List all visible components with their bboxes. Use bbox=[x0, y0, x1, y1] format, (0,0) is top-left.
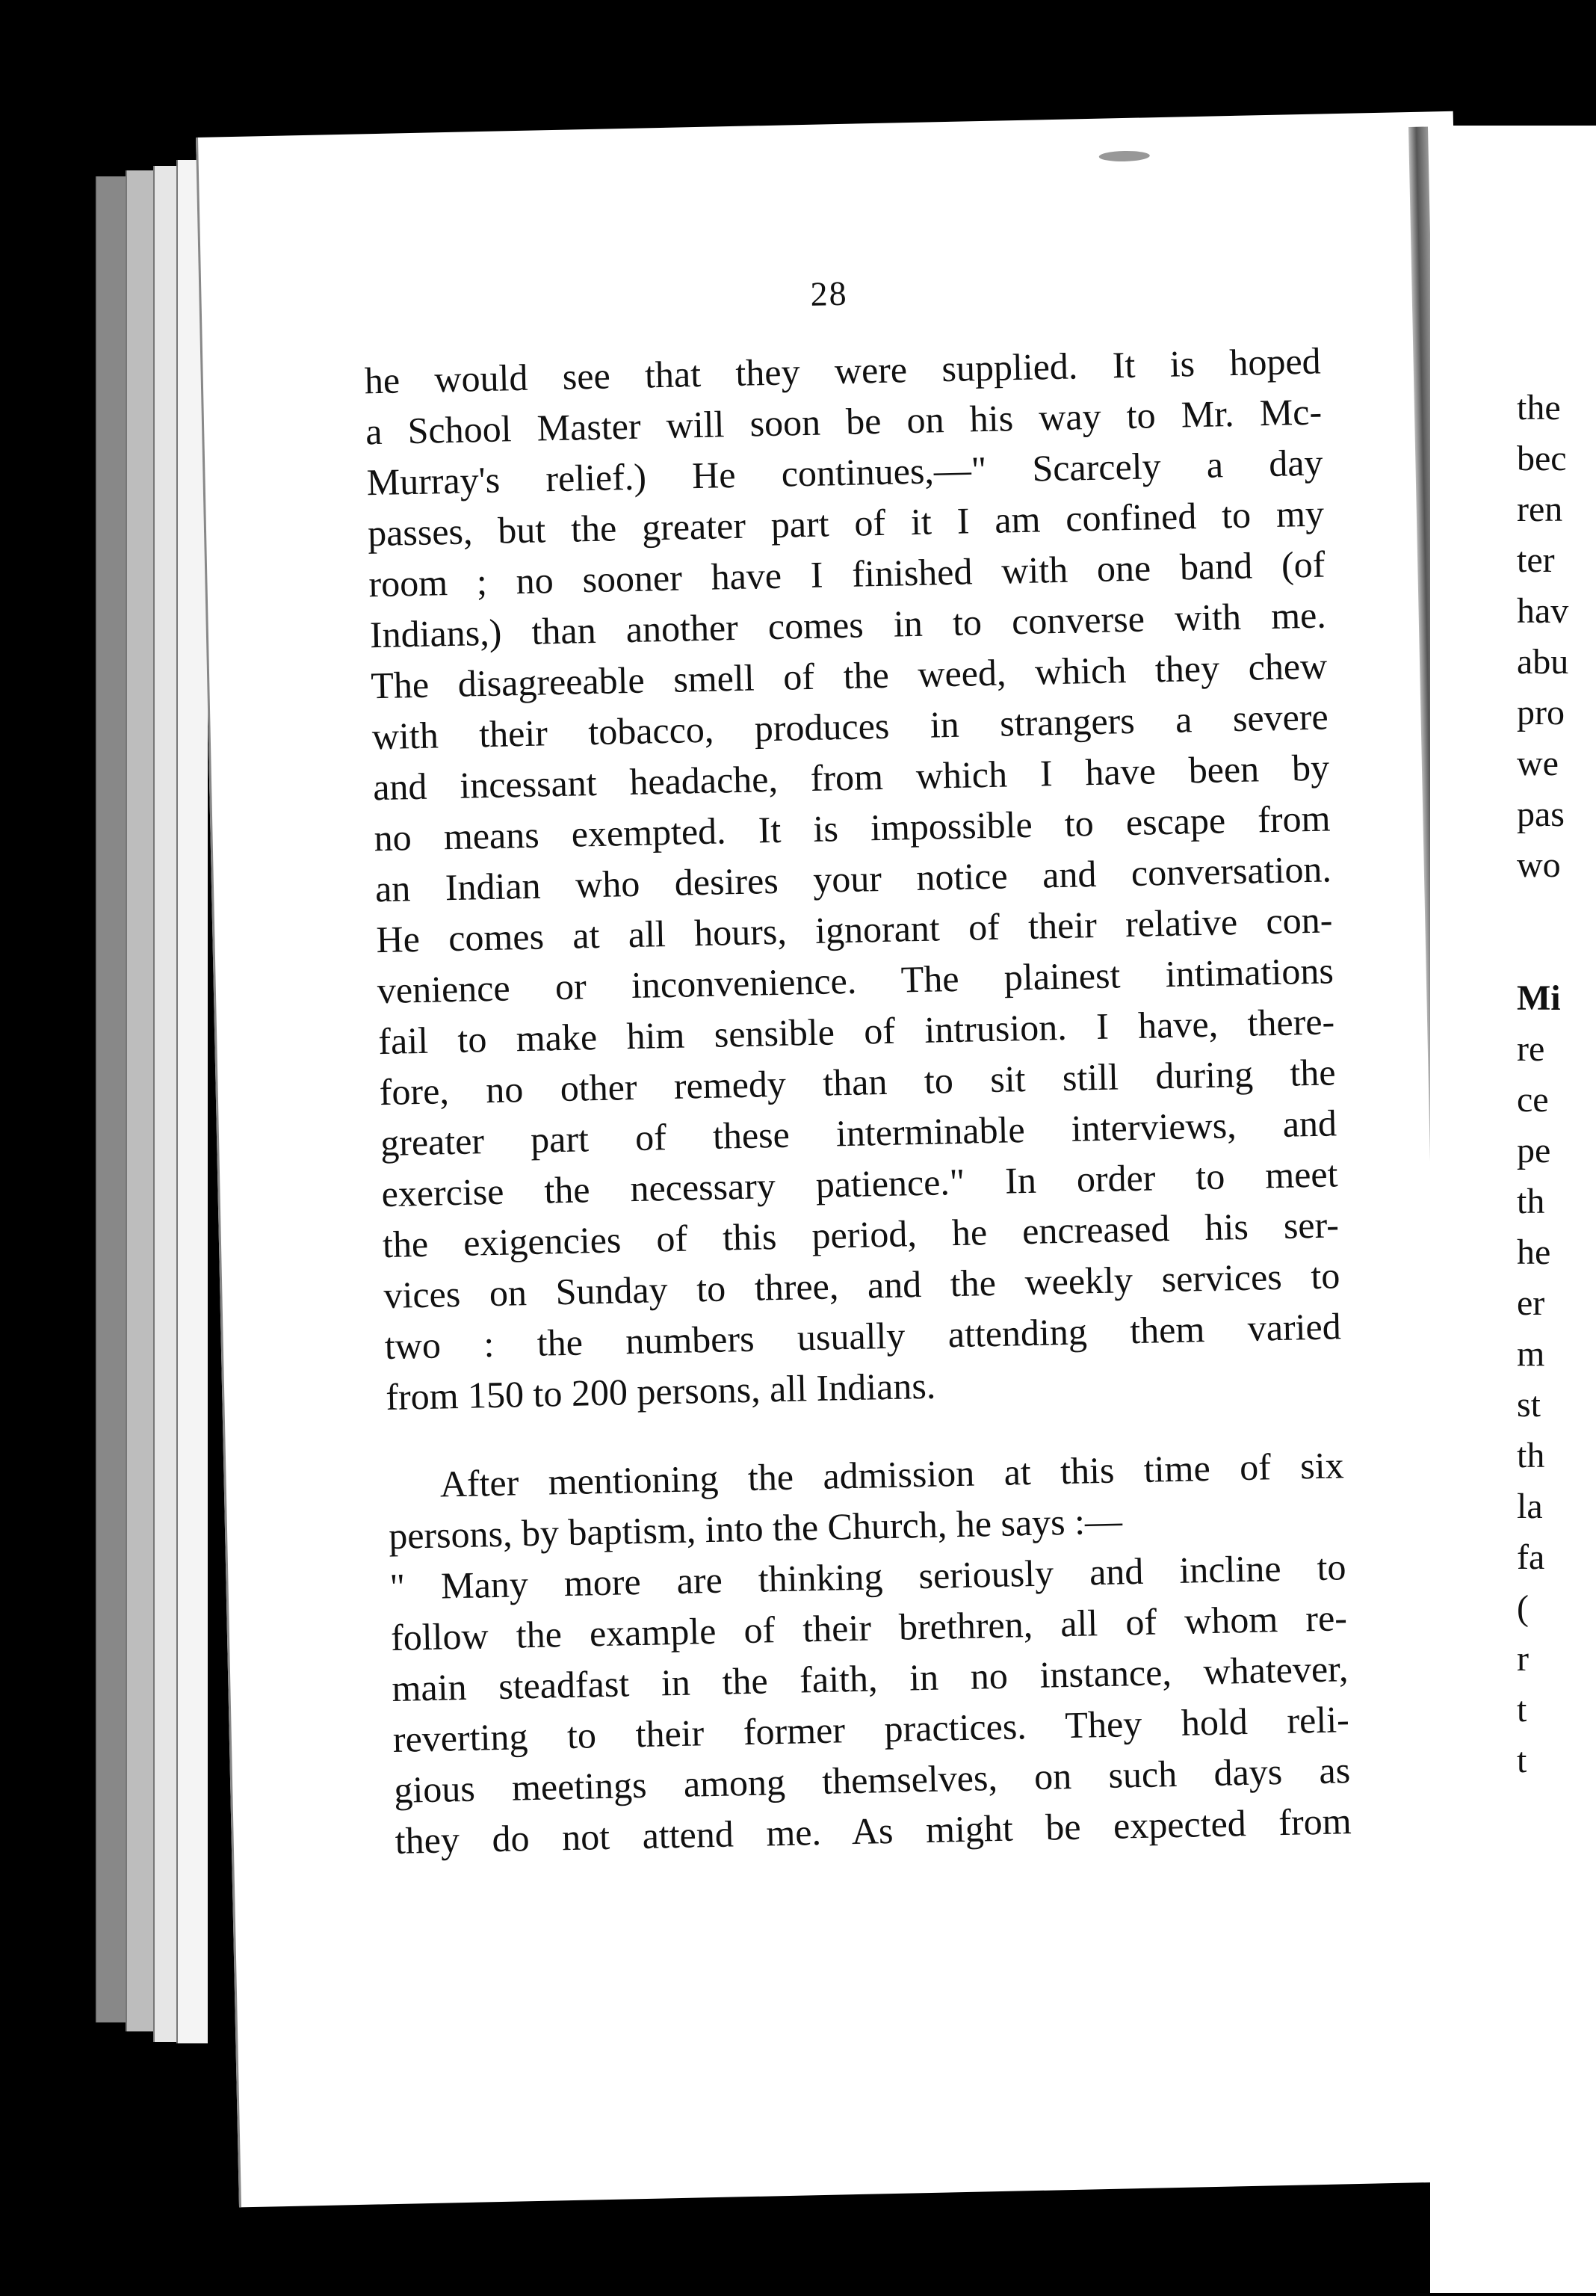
text-line: He comes at all hours, ignorant of their relative con- bbox=[375, 898, 1333, 961]
paragraph-gap bbox=[1517, 891, 1596, 973]
text-line: reverting to their former practices. They hold reli- bbox=[392, 1698, 1350, 1760]
text-fragment: abu bbox=[1517, 642, 1569, 682]
text-fragment: the bbox=[1517, 388, 1561, 428]
ink-smudge bbox=[1099, 150, 1150, 161]
body-text bbox=[364, 336, 1352, 1866]
text-fragment: hav bbox=[1517, 591, 1569, 631]
text-line: he would see that they were supplied. It is hoped bbox=[364, 339, 1322, 402]
right-page bbox=[1430, 126, 1596, 2293]
text-fragment: m bbox=[1517, 1334, 1545, 1374]
text-fragment: wo bbox=[1517, 845, 1561, 885]
text-line: a School Master will soon be on his way to Mr. Mc- bbox=[365, 390, 1323, 453]
text-line: " Many more are thinking seriously and incline to bbox=[389, 1546, 1346, 1608]
text-line: with their tobacco, produces in strangers a severe bbox=[371, 695, 1329, 758]
text-fragment: th bbox=[1517, 1436, 1545, 1475]
text-line: two : the numbers usually attending them varied bbox=[384, 1305, 1342, 1368]
text-line: and incessant headache, from which I have been by bbox=[372, 746, 1330, 809]
text-line: an Indian who desires your notice and conversation. bbox=[374, 848, 1332, 910]
text-line: greater part of these interminable interviews, and bbox=[380, 1102, 1337, 1164]
text-line: passes, but the greater part of it I am confined to my bbox=[367, 492, 1325, 555]
text-line: exercise the necessary patience." In order to meet bbox=[381, 1152, 1338, 1215]
text-fragment: st bbox=[1517, 1385, 1541, 1425]
text-fragment: pro bbox=[1517, 693, 1565, 732]
text-fragment: la bbox=[1517, 1487, 1543, 1526]
text-fragment: ce bbox=[1517, 1080, 1549, 1120]
text-line: they do not attend me. As might be expected from bbox=[395, 1800, 1352, 1862]
text-fragment: ( bbox=[1517, 1588, 1529, 1628]
paragraph bbox=[364, 336, 1343, 1422]
text-line: Murray's relief.) He continues,—" Scarcely a day bbox=[366, 441, 1324, 504]
paragraph-continued bbox=[389, 1490, 1352, 1866]
text-fragment: r bbox=[1517, 1639, 1529, 1679]
text-fragment: Mi bbox=[1517, 978, 1561, 1018]
text-line: persons, by baptism, into the Church, he says :— bbox=[388, 1499, 1123, 1557]
page-number: 28 bbox=[810, 274, 849, 313]
text-line: venience or inconvenience. The plainest intimations bbox=[377, 949, 1334, 1012]
text-fragment: t bbox=[1517, 1741, 1527, 1780]
text-fragment: he bbox=[1517, 1232, 1551, 1272]
text-fragment: pas bbox=[1517, 794, 1565, 834]
text-line: fore, no other remedy than to sit still during the bbox=[379, 1051, 1337, 1114]
text-line: The disagreeable smell of the weed, which they chew bbox=[370, 644, 1328, 707]
text-line: from 150 to 200 persons, all Indians. bbox=[385, 1364, 936, 1419]
text-fragment: bec bbox=[1517, 439, 1567, 478]
text-line: After mentioning the admission at this time of six bbox=[439, 1444, 1345, 1505]
text-line: the exigencies of this period, he encreased his ser- bbox=[382, 1203, 1340, 1266]
text-line: main steadfast in the faith, in no instance, whatever, bbox=[391, 1647, 1349, 1709]
text-line: no means exempted. It is impossible to escape from bbox=[374, 797, 1331, 860]
text-fragment: th bbox=[1517, 1182, 1545, 1221]
text-fragment: ter bbox=[1517, 540, 1555, 580]
left-page bbox=[196, 111, 1497, 2208]
text-fragment: t bbox=[1517, 1690, 1527, 1729]
text-fragment: fa bbox=[1517, 1537, 1545, 1577]
text-fragment: ren bbox=[1517, 490, 1563, 529]
right-page-text bbox=[1517, 383, 1596, 1786]
text-line: gious meetings among themselves, on such days as bbox=[393, 1749, 1351, 1811]
text-line: vices on Sunday to three, and the weekly services to bbox=[383, 1254, 1340, 1317]
text-fragment: pe bbox=[1517, 1131, 1551, 1170]
text-fragment: er bbox=[1517, 1283, 1545, 1323]
text-line: fail to make him sensible of intrusion. I have, there- bbox=[377, 1000, 1335, 1063]
text-line: Indians,) than another comes in to converse with me. bbox=[369, 593, 1327, 656]
text-fragment: re bbox=[1517, 1029, 1545, 1069]
text-line: room ; no sooner have I finished with one band (of bbox=[368, 543, 1326, 605]
text-line: follow the example of their brethren, all of whom re- bbox=[390, 1596, 1348, 1658]
text-fragment: we bbox=[1517, 744, 1559, 783]
